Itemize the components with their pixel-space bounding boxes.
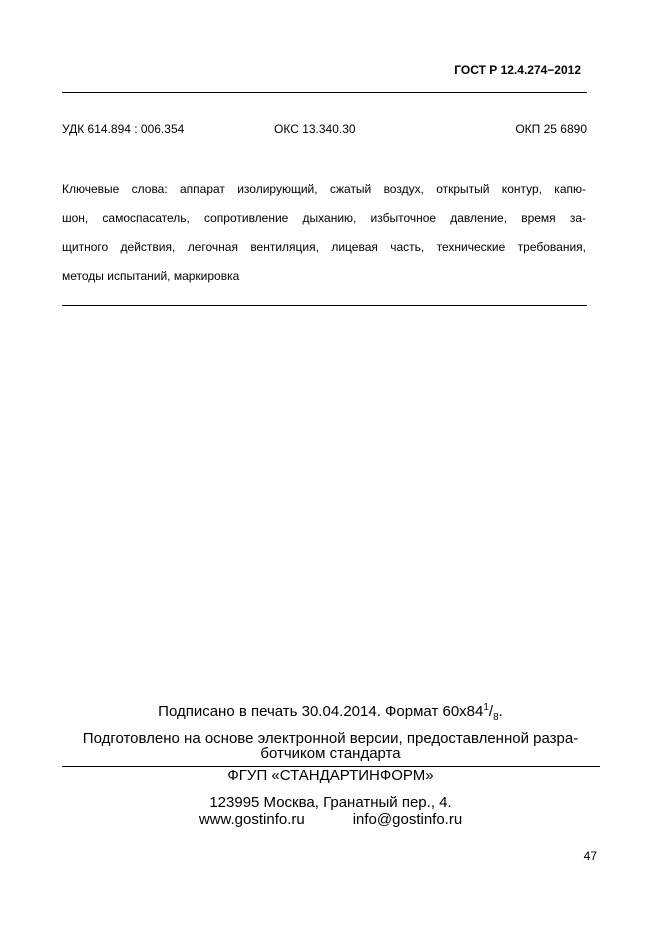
- signed-text: Подписано в печать 30.04.2014. Формат 60х84: [158, 703, 484, 720]
- publisher-address: 123995 Москва, Гранатный пер., 4.: [209, 794, 452, 811]
- standard-designation: ГОСТ Р 12.4.274−2012: [454, 63, 581, 77]
- contact-row: [0, 811, 661, 828]
- top-divider: [62, 92, 587, 93]
- keywords-divider: [62, 305, 587, 306]
- prepared-line-1: Подготовлено на основе электронной версии, предоставленной разра-: [82, 730, 579, 747]
- keywords-block: [62, 175, 586, 291]
- page-number: 47: [583, 849, 597, 863]
- keywords-line: шон, самоспасатель, сопротивление дыханию, избыточное давление, время за-: [62, 211, 586, 225]
- format-numerator: 1: [483, 702, 489, 713]
- keywords-line: Ключевые слова: аппарат изолирующий, сжатый воздух, открытый контур, капю-: [62, 182, 586, 196]
- keywords-line: методы испытаний, маркировка: [62, 269, 240, 283]
- signed-for-print: Подписано в печать 30.04.2014. Формат $60х84^1/_8$.: [158, 702, 503, 723]
- prepared-line-2: ботчиком стандарта: [260, 745, 401, 762]
- keywords-line: щитного действия, легочная вентиляция, лицевая часть, технические требования,: [62, 240, 586, 254]
- format-suffix: .: [498, 703, 503, 720]
- udk-code: УДК 614.894 : 006.354: [62, 122, 185, 136]
- prepared-note: [0, 731, 661, 761]
- email-link[interactable]: info@gostinfo.ru: [352, 811, 463, 828]
- format-denominator: 8: [493, 712, 499, 723]
- okp-code: ОКП 25 6890: [515, 122, 587, 136]
- website-link[interactable]: www.gostinfo.ru: [198, 811, 305, 828]
- publisher-name: ФГУП «СТАНДАРТИНФОРМ»: [227, 767, 434, 784]
- oks-code: ОКС 13.340.30: [274, 122, 356, 136]
